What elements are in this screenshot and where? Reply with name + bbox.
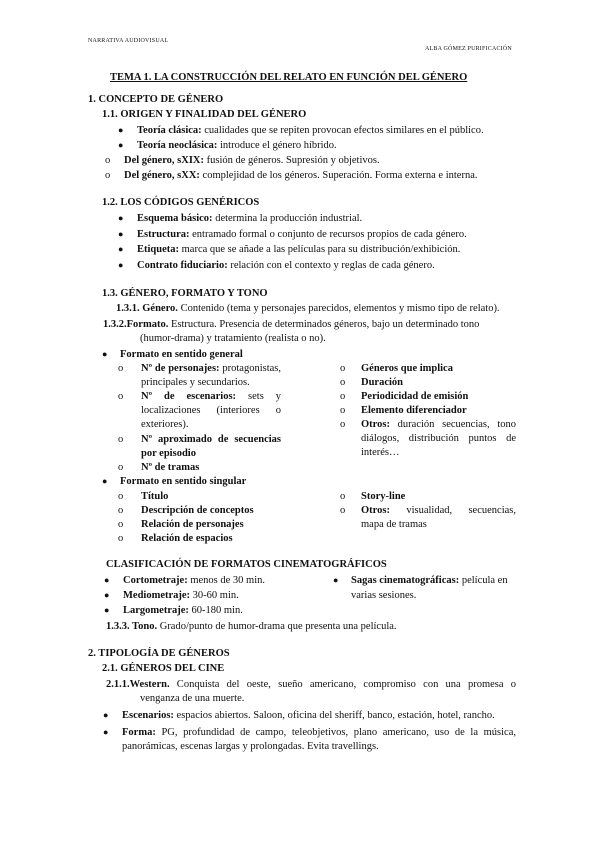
bullet-dot: ●	[104, 590, 110, 600]
bullet-dot: ●	[102, 476, 108, 486]
list-item: Otros: visualidad, secuencias,	[361, 505, 516, 516]
list-item: Del género, sXIX: fusión de géneros. Supresión y objetivos.	[124, 155, 380, 166]
list-item: Cortometraje: menos de 30 min.	[123, 575, 266, 586]
western-definition: 2.1.1.Western. Conquista del oeste, sueño americano, compromiso con una promesa o	[106, 679, 516, 690]
bullet-circle: o	[105, 170, 111, 181]
list-item-cont: localizaciones (interiores o	[141, 405, 281, 416]
list-item-cont: interés…	[361, 447, 400, 458]
bullet-circle: o	[340, 505, 346, 516]
bullet-circle: o	[340, 391, 346, 402]
bullet-circle: o	[118, 519, 124, 530]
list-item: Relación de espacios	[141, 533, 233, 544]
list-item: Géneros que implica	[361, 363, 453, 374]
list-item-cont: exteriores).	[141, 419, 189, 430]
section-1-heading: 1. CONCEPTO DE GÉNERO	[88, 94, 224, 105]
list-item-cont: principales y secundarios.	[141, 377, 250, 388]
list-item: Nº de escenarios: sets y	[141, 391, 281, 402]
bullet-circle: o	[340, 363, 346, 374]
section-2-1-heading: 2.1. GÉNEROS DEL CINE	[102, 663, 225, 674]
bullet-dot: ●	[104, 575, 110, 585]
page-title: TEMA 1. LA CONSTRUCCIÓN DEL RELATO EN FUNCIÓN DEL GÉNERO	[110, 72, 468, 83]
list-item: Forma: PG, profundidad de campo, teleobjetivos, plano americano, uso de la música,	[122, 727, 516, 738]
list-item: Escenarios: espacios abiertos. Saloon, oficina del sheriff, banco, estación, hotel, rancho.	[122, 710, 495, 721]
bullet-circle: o	[118, 505, 124, 516]
bullet-dot: ●	[118, 213, 124, 223]
bullet-dot: ●	[333, 575, 339, 585]
bullet-dot: ●	[102, 349, 108, 359]
list-item-cont: mapa de tramas	[361, 519, 427, 530]
list-item: Otros: duración secuencias, tono	[361, 419, 516, 430]
bullet-circle: o	[118, 363, 124, 374]
list-item: Nº aproximado de secuencias	[141, 434, 281, 445]
list-item: Teoría clásica: cualidades que se repiten provocan efectos similares en el público.	[137, 125, 484, 136]
bullet-dot: ●	[104, 605, 110, 615]
formato-general-label: Formato en sentido general	[120, 349, 243, 360]
list-item-cont: diálogos, distribución puntos de	[361, 433, 516, 444]
bullet-circle: o	[340, 405, 346, 416]
header-right: ALBA GÓMEZ PURIFICACIÓN	[425, 46, 512, 52]
list-item: Nº de personajes: protagonistas,	[141, 363, 281, 374]
bullet-circle: o	[105, 155, 111, 166]
list-item: Estructura: entramado formal o conjunto de recursos propios de cada género.	[137, 229, 467, 240]
formato-singular-label: Formato en sentido singular	[120, 476, 247, 487]
list-item: Esquema básico: determina la producción industrial.	[137, 213, 363, 224]
list-item: Nº de tramas	[141, 462, 200, 473]
bullet-circle: o	[340, 377, 346, 388]
bullet-circle: o	[340, 491, 346, 502]
bullet-circle: o	[118, 533, 124, 544]
bullet-circle: o	[118, 491, 124, 502]
list-item: Etiqueta: marca que se añade a las películas para su distribución/exhibición.	[137, 244, 461, 255]
genero-definition: 1.3.1. Género. Contenido (tema y personajes parecidos, elementos y mismo tipo de relato).	[116, 303, 500, 314]
western-definition-cont: venganza de una muerte.	[140, 693, 245, 704]
list-item: Teoría neoclásica: introduce el género híbrido.	[137, 140, 337, 151]
bullet-circle: o	[118, 391, 124, 402]
list-item: Elemento diferenciador	[361, 405, 467, 416]
bullet-circle: o	[118, 434, 124, 445]
section-1-1-heading: 1.1. ORIGEN Y FINALIDAD DEL GÉNERO	[102, 109, 307, 120]
bullet-dot: ●	[118, 140, 124, 150]
section-2-heading: 2. TIPOLOGÍA DE GÉNEROS	[88, 648, 230, 659]
header-left: NARRATIVA AUDIOVISUAL	[88, 38, 169, 44]
list-item: Largometraje: 60-180 min.	[123, 605, 243, 616]
list-item: Duración	[361, 377, 403, 388]
section-1-3-heading: 1.3. GÉNERO, FORMATO Y TONO	[102, 288, 268, 299]
bullet-dot: ●	[103, 710, 109, 720]
section-1-2-heading: 1.2. LOS CÓDIGOS GENÉRICOS	[102, 197, 260, 208]
list-item: Mediometraje: 30-60 min.	[123, 590, 239, 601]
list-item: Story-line	[361, 491, 406, 502]
list-item: Contrato fiduciario: relación con el contexto y reglas de cada género.	[137, 260, 435, 271]
list-item: Descripción de conceptos	[141, 505, 254, 516]
bullet-dot: ●	[118, 260, 124, 270]
bullet-circle: o	[118, 462, 124, 473]
bullet-dot: ●	[103, 727, 109, 737]
formato-definition-cont: (humor-drama) y tratamiento (realista o no).	[140, 333, 326, 344]
formato-definition: 1.3.2.Formato. Estructura. Presencia de determinados géneros, bajo un determinado tono	[103, 319, 480, 330]
bullet-dot: ●	[118, 125, 124, 135]
bullet-dot: ●	[118, 229, 124, 239]
list-item: Título	[141, 491, 169, 502]
list-item: Relación de personajes	[141, 519, 244, 530]
list-item-cont: por episodio	[141, 448, 196, 459]
tono-definition: 1.3.3. Tono. Grado/punto de humor-drama que presenta una película.	[106, 621, 397, 632]
bullet-dot: ●	[118, 244, 124, 254]
list-item-cont: varias sesiones.	[351, 590, 417, 601]
list-item-cont: panorámicas, escenas largas y prolongadas. Evita travellings.	[122, 741, 379, 752]
clasificacion-heading: CLASIFICACIÓN DE FORMATOS CINEMATOGRÁFICOS	[106, 559, 387, 570]
list-item: Sagas cinematográficas: película en	[351, 575, 508, 586]
bullet-circle: o	[340, 419, 346, 430]
list-item: Periodicidad de emisión	[361, 391, 469, 402]
list-item: Del género, sXX: complejidad de los géneros. Superación. Forma externa e interna.	[124, 170, 478, 181]
